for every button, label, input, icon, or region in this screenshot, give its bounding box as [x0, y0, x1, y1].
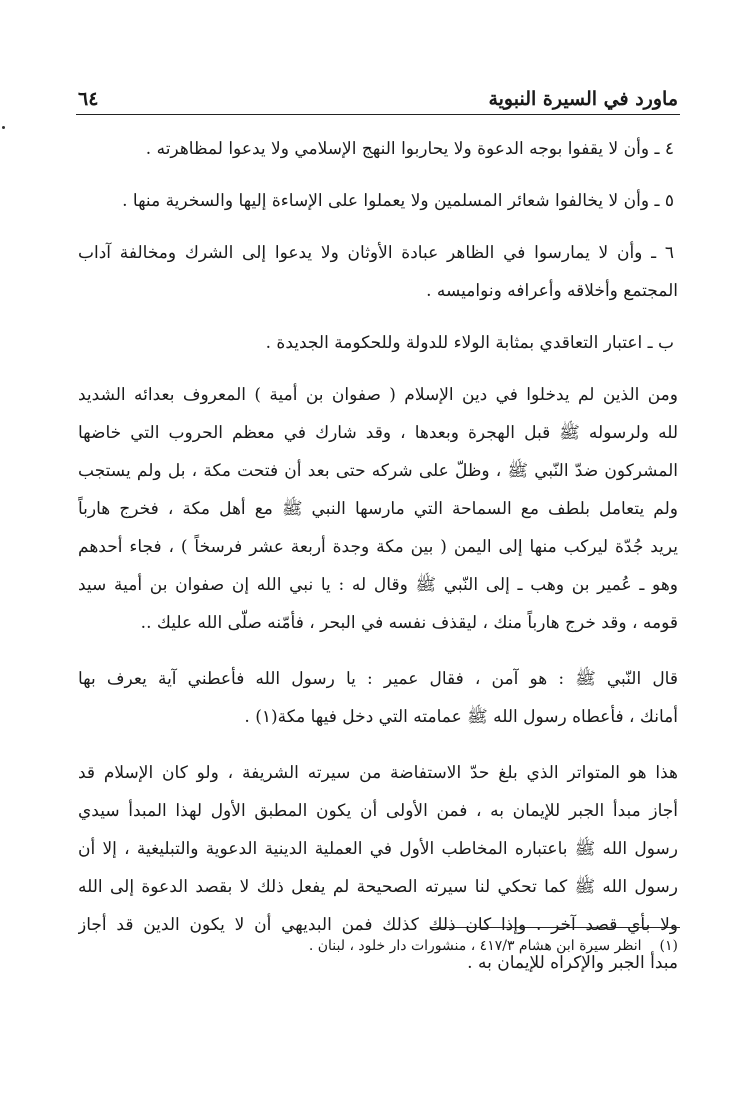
scan-mark — [2, 126, 5, 129]
paragraph-line: وهو ـ عُمير بن وهب ـ إلى النّبي ﷺ وقال له : يا نبي الله إن صفوان بن أمية سيد — [78, 575, 678, 595]
footnote-rule — [430, 927, 680, 928]
list-item-6-cont: المجتمع وأخلاقه وأعرافه ونواميسه . — [426, 281, 678, 301]
paragraph-line: ولا بأي قصد آخر . وإذا كان ذلك كذلك فمن البديهي أن لا يكون الدين قد أجاز — [78, 915, 678, 935]
paragraph-line: المشركون ضدّ النّبي ﷺ ، وظلّ على شركه حتى بعد أن فتحت مكة ، بل ولم يستجب — [78, 461, 678, 481]
list-item-b: ب ـ اعتبار التعاقدي بمثابة الولاء للدولة وللحكومة الجديدة . — [265, 333, 674, 353]
paragraph-line: ولم يتعامل بلطف مع السماحة التي مارسها النبي ﷺ مع أهل مكة ، فخرج هارباً — [78, 499, 678, 519]
paragraph-line: ومن الذين لم يدخلوا في دين الإسلام ( صفوان بن أمية ) المعروف بعدائه الشديد — [78, 385, 678, 405]
header-rule — [76, 114, 680, 115]
list-item-5: ٥ ـ وأن لا يخالفوا شعائر المسلمين ولا يعملوا على الإساءة إليها والسخرية منها . — [122, 191, 674, 211]
paragraph-line: هذا هو المتواتر الذي بلغ حدّ الاستفاضة من سيرته الشريفة ، ولو كان الإسلام قد — [78, 763, 678, 783]
page-body — [78, 130, 678, 982]
list-item-6: ٦ ـ وأن لا يمارسوا في الظاهر عبادة الأوثان ولا يدعوا إلى الشرك ومخالفة آداب — [78, 243, 674, 263]
paragraph-line: رسول الله ﷺ كما تحكي لنا سيرته الصحيحة لم يفعل ذلك لا بقصد الدعوة إلى الله — [78, 877, 678, 897]
page-number: ٦٤ — [78, 88, 99, 110]
paragraph-line: أجاز مبدأ الجبر للإيمان به ، فمن الأولى أن يكون المطبق الأول لهذا المبدأ سيدي — [78, 801, 678, 821]
paragraph-line: رسول الله ﷺ باعتباره المخاطب الأول في العملية الدينية الدعوية والتبليغية ، إلا أن — [78, 839, 678, 859]
footnote-number: (١) — [659, 938, 678, 954]
footnote — [200, 934, 678, 958]
paragraph-safwan — [78, 376, 678, 642]
paragraph-line: قال النّبي ﷺ : هو آمن ، فقال عمير : يا رسول الله فأعطني آية يعرف بها — [78, 669, 678, 689]
list-item-4: ٤ ـ وأن لا يقفوا بوجه الدعوة ولا يحاربوا النهج الإسلامي ولا يدعوا لمظاهرته . — [145, 139, 674, 159]
page-header — [78, 82, 678, 110]
paragraph-line: مبدأ الجبر والإكراه للإيمان به . — [467, 953, 678, 973]
footnote-text: انظر سيرة ابن هشام ٤١٧/٣ ، منشورات دار خلود ، لبنان . — [308, 938, 642, 954]
paragraph-line: قومه ، وقد خرج هارباً منك ، ليقذف نفسه في البحر ، فأمّنه صلّى الله عليك .. — [140, 613, 678, 633]
paragraph-line: لله ولرسوله ﷺ قبل الهجرة وبعدها ، وقد شارك في معظم الحروب التي خاضها — [78, 423, 678, 443]
running-title: ماورد في السيرة النبوية — [488, 88, 678, 110]
paragraph-line: يريد جُدّة ليركب منها إلى اليمن ( بين مكة وجدة أربعة عشر فرسخاً ) ، فجاء أحدهم — [78, 537, 678, 557]
paragraph-aman — [78, 660, 678, 736]
paragraph-line: أمانك ، فأعطاه رسول الله ﷺ عمامته التي دخل فيها مكة(١) . — [244, 707, 678, 727]
